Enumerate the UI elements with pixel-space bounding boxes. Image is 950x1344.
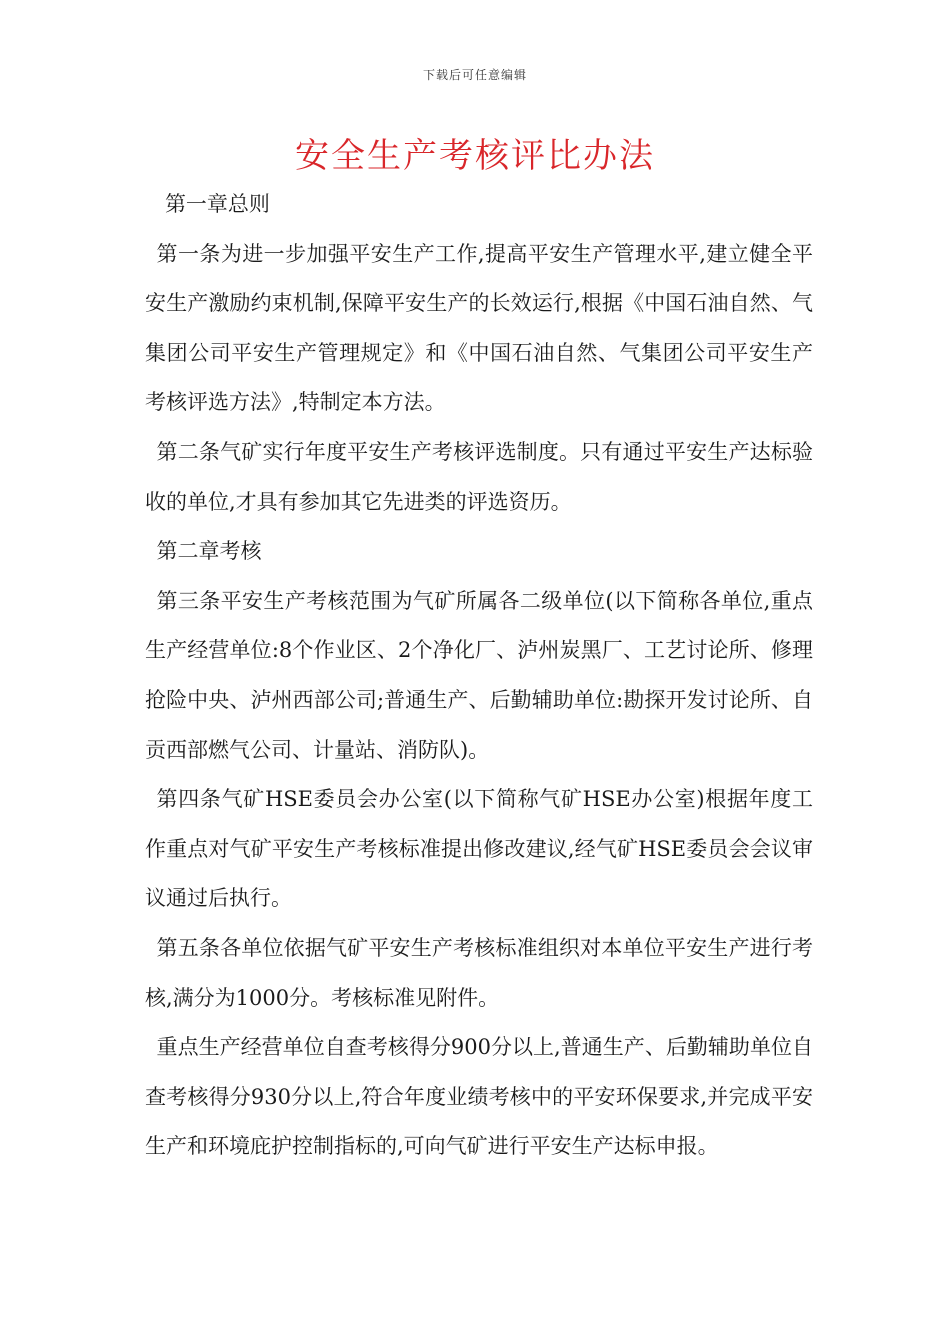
document-body — [145, 180, 813, 1172]
article-3: 第三条平安生产考核范围为气矿所属各二级单位(以下简称各单位,重点生产经营单位:8个作业区、2个净化厂、泸州炭黑厂、工艺讨论所、修理抢险中央、泸州西部公司;普通生产、后勤辅助单位:勘探开发讨论所、自贡西部燃气公司、计量站、消防队)。 — [145, 588, 813, 762]
article-5-detail: 重点生产经营单位自查考核得分900分以上,普通生产、后勤辅助单位自查考核得分930分以上,符合年度业绩考核中的平安环保要求,并完成平安生产和环境庇护控制指标的,可向气矿进行平安生产达标申报。 — [145, 1035, 813, 1159]
header-note: 下载后可任意编辑 — [422, 68, 527, 82]
chapter-heading-general: 第一章总则 — [164, 192, 270, 216]
chapter-heading-assessment: 第二章考核 — [156, 539, 262, 564]
article-2: 第二条气矿实行年度平安生产考核评选制度。只有通过平安生产达标验收的单位,才具有参加其它先进类的评选资历。 — [145, 439, 813, 514]
document-title: 安全生产考核评比办法 — [295, 136, 655, 176]
article-1: 第一条为进一步加强平安生产工作,提高平安生产管理水平,建立健全平安生产激励约束机制,保障平安生产的长效运行,根据《中国石油自然、气集团公司平安生产管理规定》和《中国石油自然、气集团公司平安生产考核评选方法》,特制定本方法。 — [145, 241, 813, 415]
article-5: 第五条各单位依据气矿平安生产考核标准组织对本单位平安生产进行考核,满分为1000分。考核标准见附件。 — [145, 935, 813, 1010]
article-4: 第四条气矿HSE委员会办公室(以下简称气矿HSE办公室)根据年度工作重点对气矿平安生产考核标准提出修改建议,经气矿HSE委员会会议审议通过后执行。 — [145, 787, 813, 911]
